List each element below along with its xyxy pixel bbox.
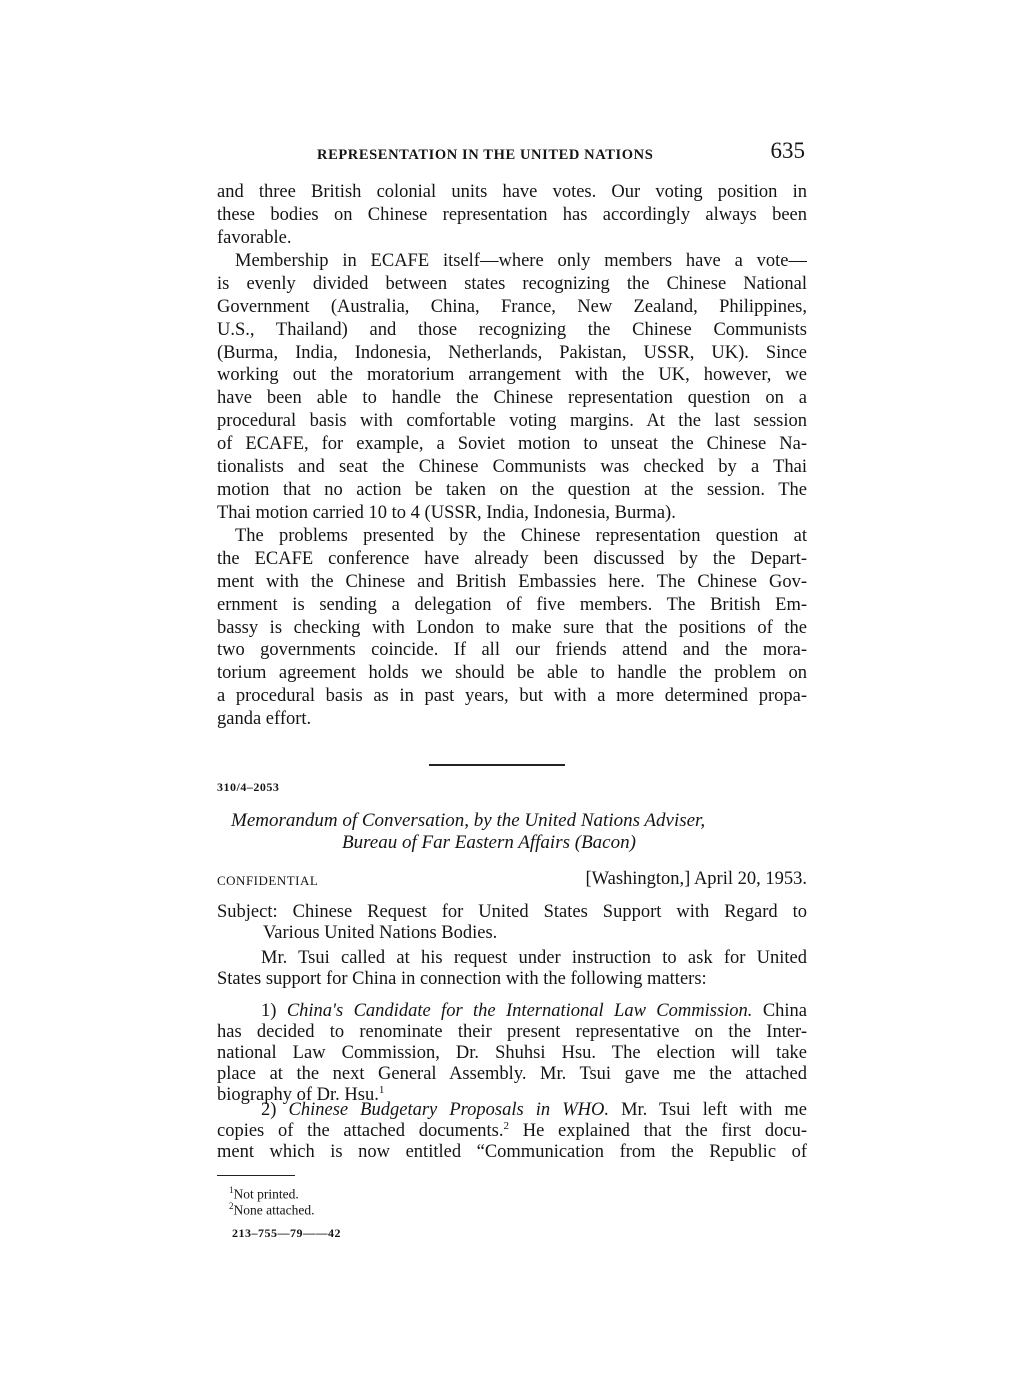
text-line: and three British colonial units have votes. Our voting position in	[217, 182, 807, 202]
text-line: Thai motion carried 10 to 4 (USSR, India, Indonesia, Burma).	[217, 502, 676, 523]
text-line: working out the moratorium arrangement with the UK, however, we	[217, 365, 807, 386]
text-line: have been able to handle the Chinese representation question on a	[217, 388, 807, 409]
paragraph-1	[217, 181, 807, 250]
text-line: favorable.	[217, 227, 292, 248]
text-line: place at the next General Assembly. Mr. Tsui gave me the attached	[217, 1064, 807, 1084]
text-line: has decided to renominate their present representative on the Inter-	[217, 1022, 807, 1042]
memo-title	[217, 810, 807, 854]
text-fragment: Mr. Tsui left with me	[621, 1100, 807, 1120]
text-line: ganda effort.	[217, 709, 312, 730]
running-header	[217, 138, 807, 168]
text-line: these bodies on Chinese representation has accordingly always been	[217, 204, 807, 225]
item-2	[217, 1100, 807, 1163]
footnote-ref: 2	[503, 1121, 509, 1132]
text-line: torium agreement holds we should be able to handle the problem on	[217, 663, 807, 684]
text-line: Membership in ECAFE itself—where only members have a vote—	[235, 251, 807, 271]
text-line: a procedural basis as in past years, but with a more determined propa-	[217, 686, 807, 707]
subject-block	[217, 902, 807, 944]
text-line: States support for China in connection with the following matters:	[217, 969, 707, 989]
item-1-line-1	[217, 1001, 807, 1022]
paragraph-2	[217, 250, 807, 525]
text-line: tionalists and seat the Chinese Communists was checked by a Thai	[217, 457, 807, 478]
footnote-text: None attached.	[233, 1202, 315, 1218]
footnote-1	[229, 1185, 299, 1203]
footnote-mark: 2	[229, 1201, 234, 1211]
document-id: 310/4–2053	[217, 780, 280, 794]
item-1-number: 1)	[261, 1001, 277, 1021]
text-fragment: He explained that the first docu-	[522, 1121, 807, 1141]
text-line: motion that no action be taken on the question at the session. The	[217, 479, 807, 500]
text-line: ernment is sending a delegation of five members. The British Em-	[217, 594, 807, 615]
section-divider	[429, 764, 565, 766]
subject-line-2: Various United Nations Bodies.	[263, 923, 498, 943]
item-1-title: China's Candidate for the International Law Commission.	[286, 1001, 753, 1021]
footnote-ref: 1	[378, 1083, 385, 1096]
text-fragment: biography of Dr. Hsu.	[217, 1085, 379, 1105]
text-line: procedural basis with comfortable voting margins. At the last session	[217, 411, 807, 432]
footnote-text: Not printed.	[233, 1186, 299, 1202]
classification-label: CONFIDENTIAL	[217, 873, 319, 888]
text-line: bassy is checking with London to make sure that the positions of the	[217, 617, 807, 638]
footnote-mark: 1	[229, 1185, 234, 1195]
subject-line-1: Subject: Chinese Request for United States Support with Regard to	[217, 902, 807, 922]
intro-paragraph	[217, 948, 807, 990]
text-line: the ECAFE conference have already been discussed by the Depart-	[217, 548, 807, 569]
paragraph-3	[217, 525, 807, 731]
text-line: U.S., Thailand) and those recognizing the Chinese Communists	[217, 319, 807, 340]
text-fragment: China	[762, 1001, 807, 1021]
text-line: The problems presented by the Chinese representation question at	[235, 526, 807, 546]
footnote-2	[229, 1201, 314, 1219]
item-1	[217, 1001, 807, 1106]
item-2-line-1	[217, 1100, 807, 1121]
page-number: 635	[770, 138, 805, 163]
text-line: is evenly divided between states recognizing the Chinese National	[217, 273, 807, 294]
text-line: of ECAFE, for example, a Soviet motion to unseat the Chinese Na-	[217, 434, 807, 455]
print-reference: 213–755—79——42	[232, 1226, 341, 1240]
memo-title-line-1: Memorandum of Conversation, by the United Nations Adviser,	[231, 810, 706, 831]
text-line: (Burma, India, Indonesia, Netherlands, Pakistan, USSR, UK). Since	[217, 342, 807, 363]
item-2-number: 2)	[261, 1100, 277, 1120]
text-line: two governments coincide. If all our friends attend and the mora-	[217, 640, 807, 661]
memo-title-line-2: Bureau of Far Eastern Affairs (Bacon)	[342, 832, 636, 853]
item-2-line-2	[217, 1121, 807, 1142]
text-line: ment with the Chinese and British Embassies here. The Chinese Gov-	[217, 571, 807, 592]
dateline: [Washington,] April 20, 1953.	[585, 869, 807, 889]
footnote-rule	[217, 1175, 295, 1176]
header-title: REPRESENTATION IN THE UNITED NATIONS	[317, 147, 654, 163]
text-line: ment which is now entitled “Communication from the Republic of	[217, 1142, 807, 1162]
text-fragment: copies of the attached documents.	[217, 1121, 504, 1141]
text-line: Mr. Tsui called at his request under instruction to ask for United	[261, 948, 807, 968]
item-2-title: Chinese Budgetary Proposals in WHO.	[288, 1100, 609, 1120]
text-line: Government (Australia, China, France, New Zealand, Philippines,	[217, 296, 807, 317]
text-line: national Law Commission, Dr. Shuhsi Hsu. The election will take	[217, 1043, 807, 1063]
